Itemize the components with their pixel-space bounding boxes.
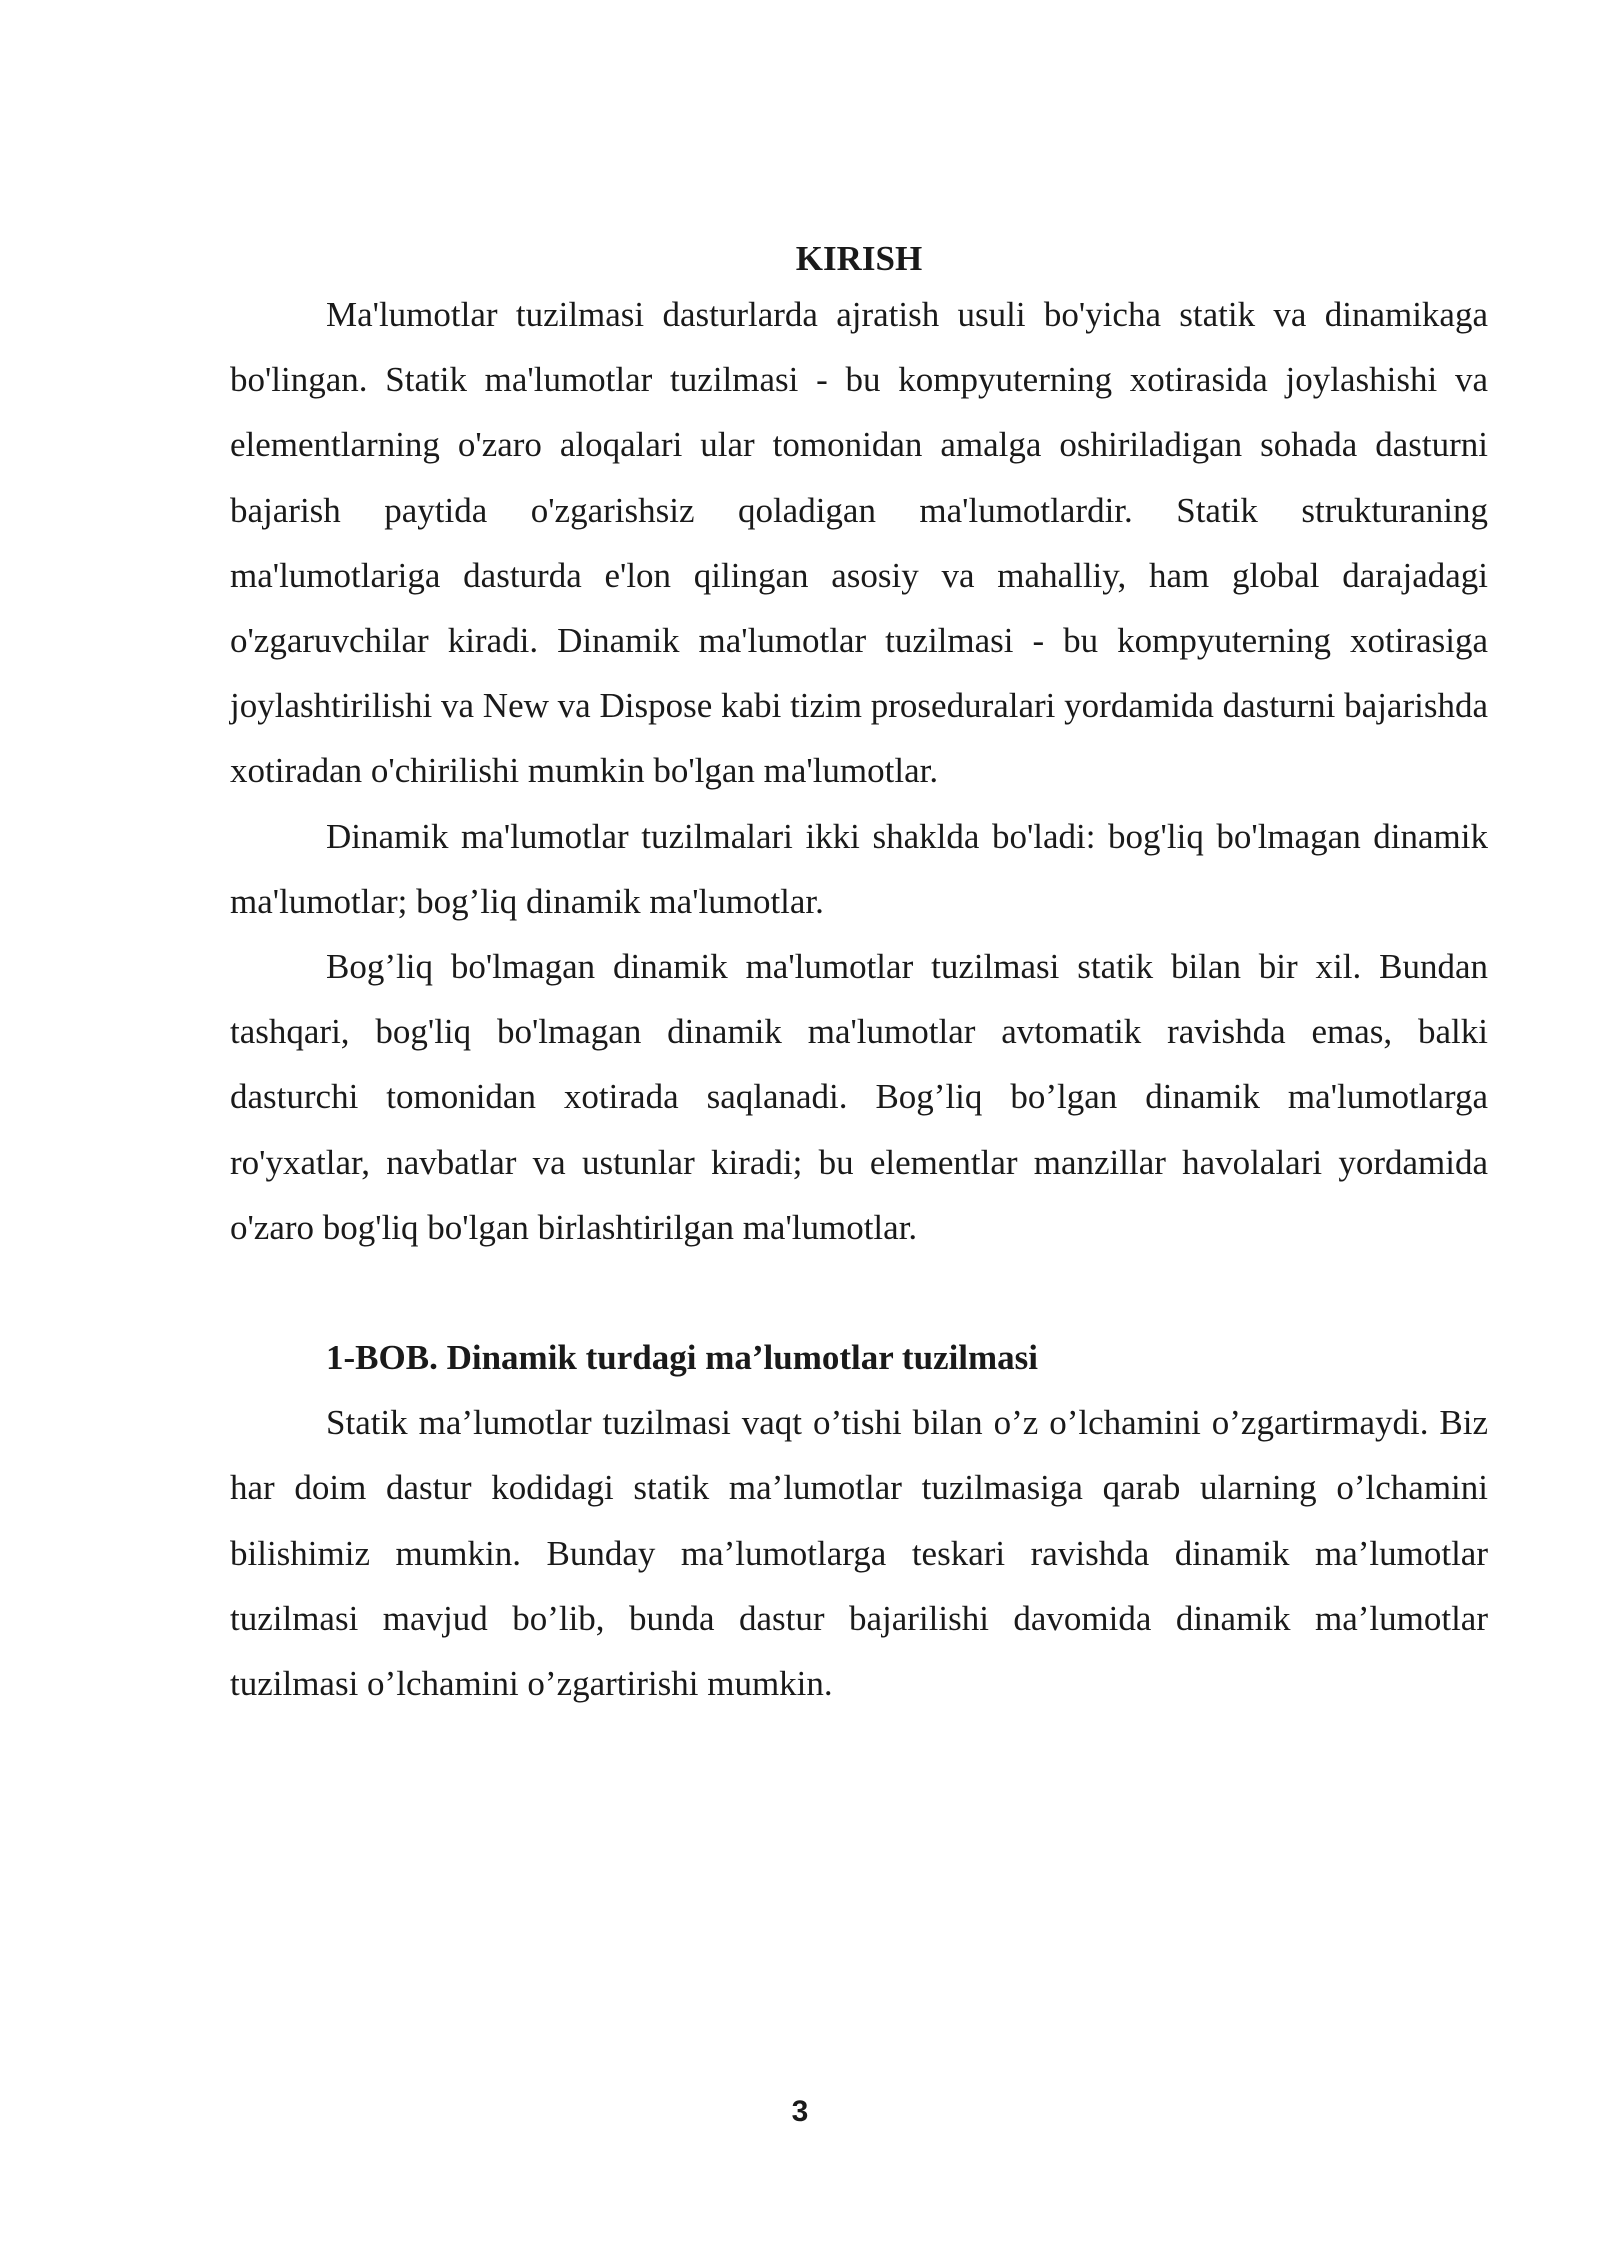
section-spacer: [230, 1260, 1488, 1325]
chapter-paragraph-1: Statik ma’lumotlar tuzilmasi vaqt o’tishi bilan o’z o’lchamini o’zgartirmaydi. Biz har doim dastur kodidagi statik ma’lumotlar tuzilmasiga qarab ularning o’lchamini bilishimiz mumkin. Bunday ma’lumotlarga teskari ravishda dinamik ma’lumotlar tuzilmasi mavjud bo’lib, bunda dastur bajarilishi davomida dinamik ma’lumotlar tuzilmasi o’lchamini o’zgartirishi mumkin.: [230, 1403, 1488, 1704]
intro-paragraph-1: Ma'lumotlar tuzilmasi dasturlarda ajratish usuli bo'yicha statik va dinamikaga bo'lingan. Statik ma'lumotlar tuzilmasi - bu kompyuterning xotirasida joylashishi va elementlarning o'zaro aloqalari ular tomonidan amalga oshiriladigan sohada dasturni bajarish paytida o'zgarishsiz qoladigan ma'lumotlardir. Statik strukturaning ma'lumotlariga dasturda e'lon qilingan asosiy va mahalliy, ham global darajadagi o'zgaruvchilar kiradi. Dinamik ma'lumotlar tuzilmasi - bu kompyuterning xotirasiga joylashtirilishi va New va Dispose kabi tizim proseduralari yordamida dasturni bajarishda xotiradan o'chirilishi mumkin bo'lgan ma'lumotlar.: [230, 295, 1488, 791]
page-number: 3: [791, 2095, 809, 2128]
intro-paragraph-2: Dinamik ma'lumotlar tuzilmalari ikki shaklda bo'ladi: bog'liq bo'lmagan dinamik ma'lumotlar; bog’liq dinamik ma'lumotlar.: [230, 816, 1488, 921]
chapter-heading: 1-BOB. Dinamik turdagi ma’lumotlar tuzilmasi: [326, 1338, 1039, 1378]
page-title: KIRISH: [795, 239, 923, 278]
intro-paragraph-3: Bog’liq bo'lmagan dinamik ma'lumotlar tuzilmasi statik bilan bir xil. Bundan tashqari, bog'liq bo'lmagan dinamik ma'lumotlar avtomatik ravishda emas, balki dasturchi tomonidan xotirada saqlanadi. Bog’liq bo’lgan dinamik ma'lumotlarga ro'yxatlar, navbatlar va ustunlar kiradi; bu elementlar manzillar havolalari yordamida o'zaro bog'liq bo'lgan birlashtirilgan ma'lumotlar.: [230, 947, 1488, 1247]
page-content: [230, 236, 1488, 1716]
